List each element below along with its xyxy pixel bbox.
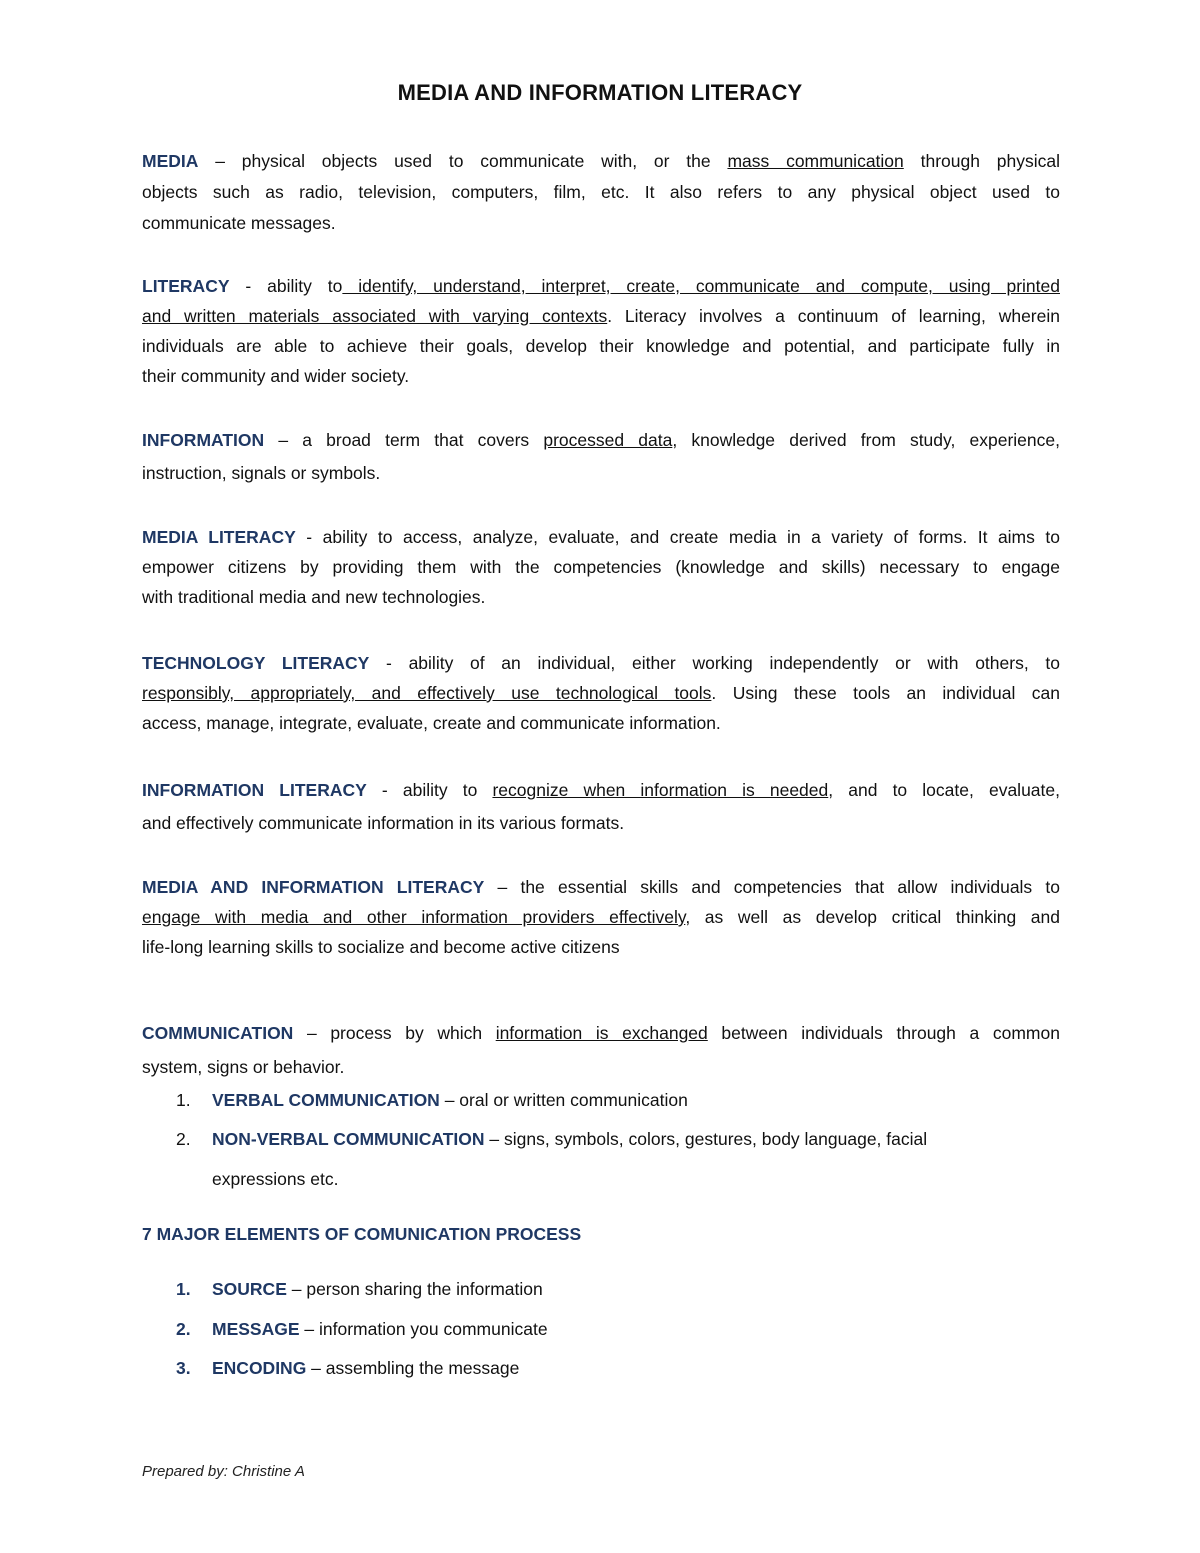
term-label: INFORMATION [142,430,265,450]
definition-media-literacy [142,522,1060,612]
text-line: empower citizens by providing them with the competencies (knowledge and skills) necessary to engage [142,557,1060,577]
text-line: MEDIA LITERACY - ability to access, analyze, evaluate, and create media in a variety of forms. It aims to [142,527,1060,547]
definition-media-and-information-literacy [142,872,1060,962]
list-term: MESSAGE [212,1319,300,1339]
list-text: – signs, symbols, colors, gestures, body language, facial [484,1129,928,1149]
text-line: INFORMATION – a broad term that covers processed data, knowledge derived from study, experience, [142,430,1060,450]
underlined-phrase: engage with media and other information providers effectively [142,907,686,927]
text-line: MEDIA – physical objects used to communicate with, or the mass communication through physical [142,151,1060,171]
text-line: responsibly, appropriately, and effectively use technological tools. Using these tools an individual can [142,683,1060,703]
list-number: 2. [176,1319,191,1339]
term-label: COMMUNICATION [142,1023,294,1043]
text-line: individuals are able to achieve their goals, develop their knowledge and potential, and participate fully in [142,336,1060,356]
text-line: MEDIA AND INFORMATION LITERACY – the essential skills and competencies that allow individuals to [142,877,1060,897]
list-number: 1. [176,1279,191,1299]
underlined-phrase: recognize when information is needed [492,780,829,800]
list-number: 1. [176,1090,191,1110]
text-line: instruction, signals or symbols. [142,463,381,483]
definition-technology-literacy [142,648,1060,738]
list-text: – person sharing the information [286,1279,543,1299]
term-label: TECHNOLOGY LITERACY [142,653,370,673]
list-text: expressions etc. [212,1169,339,1189]
underlined-phrase: processed data [543,430,673,450]
underlined-phrase: information is exchanged [495,1023,708,1043]
list-term: NON-VERBAL COMMUNICATION [212,1129,485,1149]
text-line: and effectively communicate information in its various formats. [142,813,625,833]
text-line: engage with media and other information providers effectively, as well as develop critical thinking and [142,907,1060,927]
text-line: with traditional media and new technologies. [142,587,486,607]
definition-communication [142,1016,1060,1084]
list-text: – oral or written communication [439,1090,688,1110]
definition-information [142,424,1060,490]
list-number: 3. [176,1358,191,1378]
footer-prepared-by: Prepared by: Christine A [142,1463,305,1480]
text-line: their community and wider society. [142,366,410,386]
page-title: MEDIA AND INFORMATION LITERACY [397,80,803,105]
text-line: TECHNOLOGY LITERACY - ability of an individual, either working independently or with others, to [142,653,1060,673]
text-line: communicate messages. [142,213,336,233]
underlined-phrase: mass communication [727,151,904,171]
list-term: ENCODING [212,1358,307,1378]
term-label: INFORMATION LITERACY [142,780,367,800]
underlined-phrase: identify, understand, interpret, create, communicate and compute, using printed [342,276,1060,296]
definition-media [142,146,1060,239]
term-label: LITERACY [142,276,230,296]
term-label: MEDIA LITERACY [142,527,296,547]
list-term: VERBAL COMMUNICATION [212,1090,440,1110]
section-heading: 7 MAJOR ELEMENTS OF COMUNICATION PROCESS [142,1224,582,1244]
list-number: 2. [176,1129,191,1149]
text-line: INFORMATION LITERACY - ability to recognize when information is needed, and to locate, evaluate, [142,780,1060,800]
text-line: system, signs or behavior. [142,1057,345,1077]
text-line: and written materials associated with varying contexts. Literacy involves a continuum of learning, wherein [142,306,1060,326]
text-line: life-long learning skills to socialize and become active citizens [142,937,620,957]
list-term: SOURCE [212,1279,287,1299]
text-line: access, manage, integrate, evaluate, create and communicate information. [142,713,721,733]
text-line: objects such as radio, television, computers, film, etc. It also refers to any physical object used to [142,182,1060,202]
definition-literacy [142,271,1060,391]
underlined-phrase: responsibly, appropriately, and effectively use technological tools [142,683,712,703]
term-label: MEDIA AND INFORMATION LITERACY [142,877,485,897]
list-text: – assembling the message [306,1358,520,1378]
definition-information-literacy [142,774,1060,840]
underlined-phrase: and written materials associated with varying contexts [142,306,608,326]
text-line: LITERACY - ability to identify, understand, interpret, create, communicate and compute, using printed [142,276,1060,296]
text-line: COMMUNICATION – process by which information is exchanged between individuals through a common [142,1023,1060,1043]
list-text: – information you communicate [299,1319,548,1339]
term-label: MEDIA [142,151,199,171]
